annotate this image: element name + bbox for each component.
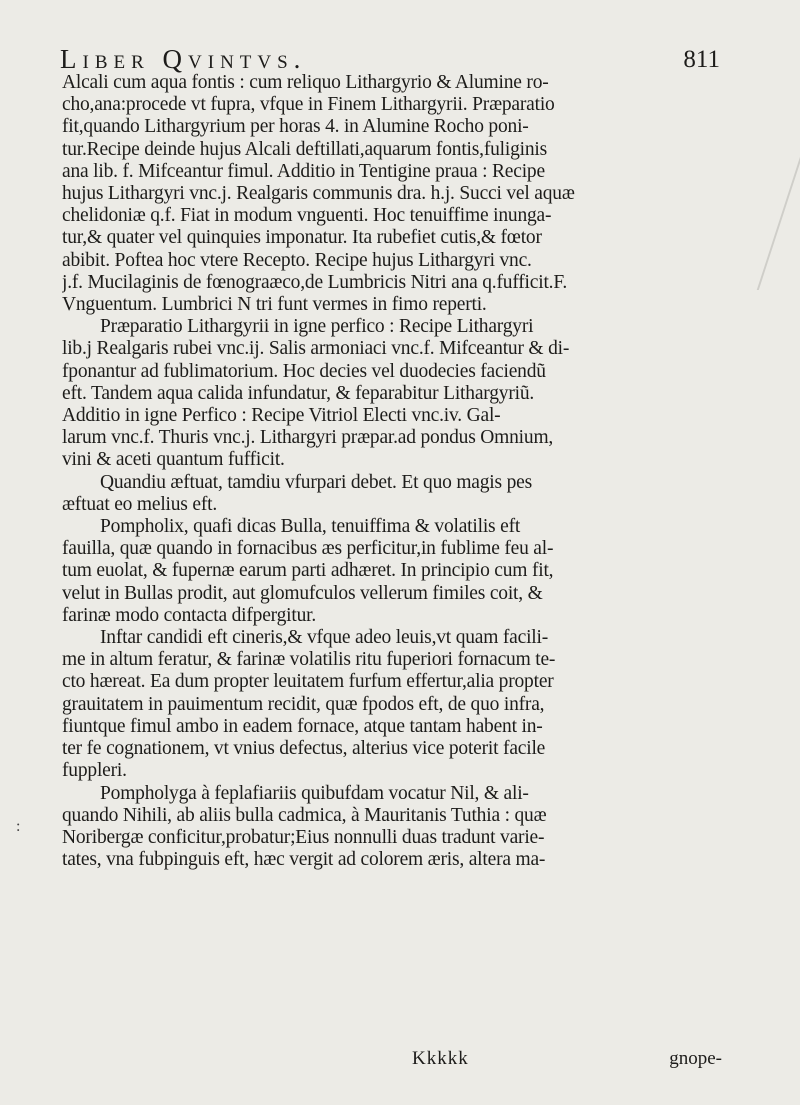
text-line: Noribergæ conficitur,probatur;Eius nonnulli duas tradunt varie- bbox=[62, 826, 545, 848]
running-head: Liber Qvintvs. bbox=[60, 44, 307, 74]
page-footer bbox=[62, 1048, 722, 1072]
paragraph bbox=[62, 72, 722, 316]
text-line: eft. Tandem aqua calida infundatur, & feparabitur Lithargyriũ. bbox=[62, 382, 535, 404]
text-line: Pompholyga à feplafiariis quibufdam vocatur Nil, & ali- bbox=[100, 782, 529, 804]
text-line: velut in Bullas prodit, aut glomufculos vellerum fimiles coit, & bbox=[62, 582, 543, 604]
text-line: abibit. Poftea hoc vtere Recepto. Recipe hujus Lithargyri vnc. bbox=[62, 249, 532, 271]
text-line: lib.j Realgaris rubei vnc.ij. Salis armoniaci vnc.f. Mifceantur & di- bbox=[62, 338, 570, 360]
text-line: Inftar candidi eft cineris,& vfque adeo leuis,vt quam facili- bbox=[100, 627, 549, 649]
text-line: farinæ modo contacta difpergitur. bbox=[62, 604, 317, 626]
page-number: 811 bbox=[683, 46, 720, 73]
text-line: Vnguentum. Lumbrici N tri funt vermes in fimo reperti. bbox=[62, 294, 487, 316]
text-line: vini & aceti quantum fufficit. bbox=[62, 449, 285, 471]
paragraph bbox=[62, 783, 722, 872]
text-line: Additio in igne Perfico : Recipe Vitriol Electi vnc.iv. Gal- bbox=[62, 405, 501, 427]
text-line: chelidoniæ q.f. Fiat in modum vnguenti. Hoc tenuiffime inunga- bbox=[62, 205, 552, 227]
text-line: fponantur ad fublimatorium. Hoc decies vel duodecies faciendũ bbox=[62, 360, 546, 382]
catchword: gnope- bbox=[669, 1048, 722, 1069]
margin-mark: : bbox=[16, 818, 21, 835]
paragraph bbox=[62, 472, 722, 516]
paragraph bbox=[62, 316, 722, 471]
text-line: cto hæreat. Ea dum propter leuitatem furfum effertur,alia propter bbox=[62, 671, 554, 693]
body-text bbox=[62, 72, 722, 871]
text-line: æftuat eo melius eft. bbox=[62, 493, 218, 515]
text-line: tates, vna fubpinguis eft, hæc vergit ad colorem æris, altera ma- bbox=[62, 849, 546, 871]
text-line: ter fe cognationem, vt vnius defectus, alterius vice poterit facile bbox=[62, 738, 546, 760]
text-line: ana lib. f. Mifceantur fimul. Additio in Tentigine praua : Recipe bbox=[62, 160, 545, 182]
text-line: tum euolat, & fupernæ earum parti adhæret. In principio cum fit, bbox=[62, 560, 554, 582]
text-line: Pompholix, quafi dicas Bulla, tenuiffima & volatilis eft bbox=[100, 516, 521, 538]
text-line: tur,& quater vel quinquies imponatur. Ita rubefiet cutis,& fœtor bbox=[62, 227, 542, 249]
text-line: fit,quando Lithargyrium per horas 4. in Alumine Rocho poni- bbox=[62, 116, 529, 138]
text-line: j.f. Mucilaginis de fœnograæco,de Lumbricis Nitri ana q.fufficit.F. bbox=[62, 271, 568, 293]
paragraph bbox=[62, 516, 722, 627]
text-line: fuppleri. bbox=[62, 760, 127, 782]
text-line: fiuntque fimul ambo in eadem fornace, atque tantam habent in- bbox=[62, 715, 543, 737]
text-line: grauitatem in pauimentum recidit, quæ fpodos eft, de quo infra, bbox=[62, 693, 545, 715]
text-line: larum vnc.f. Thuris vnc.j. Lithargyri præpar.ad pondus Omnium, bbox=[62, 427, 554, 449]
text-line: tur.Recipe deinde hujus Alcali deftillati,aquarum fontis,fuliginis bbox=[62, 138, 548, 160]
signature-mark: Kkkkk bbox=[412, 1048, 469, 1069]
text-line: fauilla, quæ quando in fornacibus æs perficitur,in fublime feu al- bbox=[62, 538, 554, 560]
paragraph bbox=[62, 627, 722, 782]
text-line: cho,ana:procede vt fupra, vfque in Finem Lithargyrii. Præparatio bbox=[62, 94, 555, 116]
text-line: Præparatio Lithargyrii in igne perfico : Recipe Lithargyri bbox=[100, 316, 534, 338]
text-line: Alcali cum aqua fontis : cum reliquo Lithargyrio & Alumine ro- bbox=[62, 72, 549, 93]
text-line: Quandiu æftuat, tamdiu vfurpari debet. Et quo magis pes bbox=[100, 471, 532, 493]
text-line: quando Nihili, ab aliis bulla cadmica, à Mauritanis Tuthia : quæ bbox=[62, 804, 547, 826]
text-line: me in altum feratur, & farinæ volatilis ritu fuperiori fornacum te- bbox=[62, 649, 556, 671]
text-line: hujus Lithargyri vnc.j. Realgaris communis dra. h.j. Succi vel aquæ bbox=[62, 183, 575, 205]
